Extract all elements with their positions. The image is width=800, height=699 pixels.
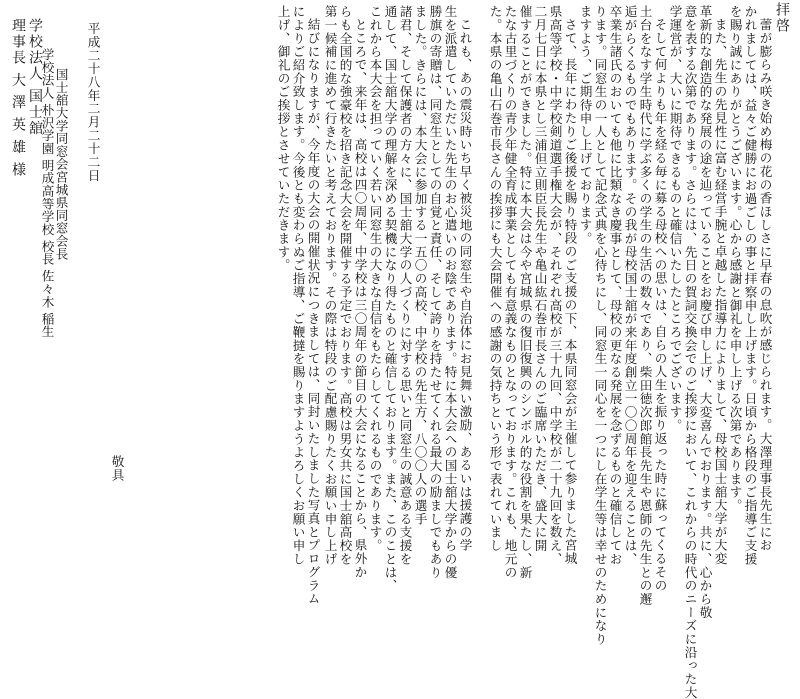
letter-line: 県高等学校・中学校剣道選手権大会が、それぞれ高校が三十九回、中学校が二十九回を数え、 bbox=[547, 5, 563, 566]
letter-line: 勝旗の寄贈は、同窓生としての自覚と責任、そして誇りを持たせてくれる最大の励ましでもあり bbox=[427, 5, 443, 580]
letter-line: ました。きらには、本大会に参加する一五〇の高校、中学校の先生方、八〇〇人の選手 bbox=[412, 5, 428, 526]
letter-line: 土台をなす学生時代に学ぶ多くの学生の生活の数々であり、柴田徳次郎館長先生や恩師の先生との邂 bbox=[637, 5, 653, 606]
letter-line: 卒業生諸氏のおいても他に比類なき慶事として、母校の更なる発展を念ずるものと確信してお bbox=[607, 5, 623, 566]
letter-line: かれましては、益々ご健勝にお過ごしの事と拝察申し上げます。日頃から格段のご指導ご支援 bbox=[742, 5, 758, 566]
letter-line: ります。同窓生の一人として記念式典を心待ちにし、同窓生一同心を一つにし在学生等は幸せのためになり bbox=[592, 5, 608, 646]
letter-line: 催することができました。特に本大会は今や宮城県の復旧復興のシンボル的な役割を果たし、新 bbox=[517, 5, 533, 580]
letter-line: 上げ、御礼のご挨拶とさせていただきます。 bbox=[275, 5, 291, 272]
letter-line: 諸君、そして保護者の方々に、国士舘大学の人づくりに対する思いと同窓生の誠意ある支援を bbox=[397, 5, 413, 566]
letter-line: 学運営が、大いに期待できるものと確信いたしたところでございます。 bbox=[667, 5, 683, 433]
letter-line: たな古里づくりの青少年健全育成事業としても有意義なものとなっております。これも、地元の bbox=[502, 5, 518, 580]
letter-line: を賜り誠にありがとうございます。心から感謝と御礼を申し上げる次第であります。 bbox=[727, 5, 743, 513]
letter-line: 革新的な創造的な発展の途を辿っていることをお慶び申し上げ、大変喜んでおります。共に、心から敬 bbox=[697, 5, 713, 620]
letter-line: 第一候補に進めて行きたいと考えております。その際は特段のご配慮賜りたくお願い申し上げ bbox=[322, 5, 338, 566]
letter-line: 結びになりますが、今年度の大会の開催状況につきましては、同封いたしました写真とプログラム bbox=[305, 18, 321, 606]
letter-line: 二月七日に本県とし三浦但立則臣長先生や亀山紘石巻市長さんのご臨席いただき、盛大に開 bbox=[532, 5, 548, 553]
recipient-line-1: 学校法人 国士舘 bbox=[27, 18, 43, 137]
letter-line: 通して、国士舘大学の理解を深める契機になり得たものと確信しております。また、このことは、 bbox=[382, 5, 398, 593]
recipient-line-2: 理事長 大 澤 英 雄 様 bbox=[10, 18, 26, 179]
letter-heading: 拝啓 bbox=[774, 2, 790, 34]
letter-line: 逅がらくるものでもあります。その我が母校国士舘が来年度創立一〇〇周年を迎えることは、 bbox=[622, 5, 638, 566]
letter-line: た。本県の亀山石巻市長さんの挨拶にも大会開催への感謝の気持ちという形で表れていまし bbox=[487, 5, 503, 553]
letter-line: ますよう、ご期待申し上げております。 bbox=[577, 5, 593, 246]
letter-line: によりご紹介致します。今後とも変わらぬご指導、ご鞭撻を賜りますようよろしくお願い申し bbox=[290, 5, 306, 566]
letter-date: 平成二十八年二月二十二日 bbox=[85, 22, 101, 183]
letter-line: らも全国的な強豪校を招き記念大会を開催する予定でおります。高校は男女共に国士舘高校を bbox=[337, 5, 353, 566]
sender-line-2: 学校法人 朴沢学園 明成高等学校 校長 佐々木 稲生 bbox=[39, 48, 55, 338]
letter-line: これから本大会を担っていく若い同窓生の大きな自信をもたらしてくれるものであります。 bbox=[367, 5, 383, 553]
letter-line: 生を派遣していただいた先生のお心遣いのお陰であります。特に本大会への国士舘大学からの優 bbox=[442, 5, 458, 580]
letter-line: そして何よりも年を経る毎に募る母校への思いは、自らの人生を振り返った時に蘇ってくるその bbox=[652, 18, 668, 593]
letter-line: また、先生の先見性に富む経営手腕と卓越した指導力によりまして、母校国士舘大学が大変 bbox=[712, 18, 728, 566]
sender-line-1: 国士舘大学同窓会宮城県同窓会長 bbox=[53, 68, 69, 260]
letter-line: 意を表する次第であります。さらには、先日の賀詞交換会でのご挨拶において、これからの時代のニーズに沿った大 bbox=[682, 5, 698, 699]
letter-line: ところで、来年は、高校は四〇周年、中学校は三〇周年の節目の大会になることから、県外か bbox=[352, 18, 368, 579]
letter-line: さて、長年にわたりご後援を賜り特段のご支援の下、本県同窓会が主催して参りました宮城 bbox=[562, 18, 578, 566]
letter-line: これも、あの震災時いち早く被災地の同窓生や自治体にお見舞い激励、あるいは援護の学 bbox=[457, 18, 473, 552]
letter-line: 蕾が膨らみ咲き始め梅の花の香ほしさに早春の息吹が感じられます。大澤理事長先生にお bbox=[757, 18, 773, 552]
closing-keigu: 敬具 bbox=[109, 455, 125, 482]
